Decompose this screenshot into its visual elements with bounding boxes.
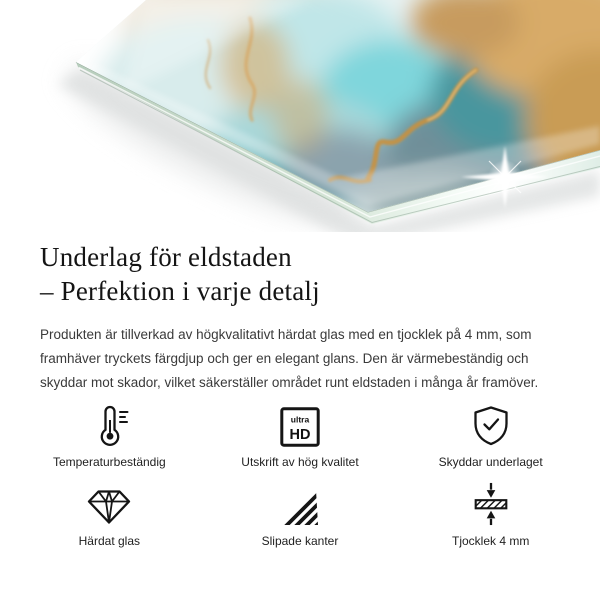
ultra-hd-icon xyxy=(280,403,320,447)
feature-grid xyxy=(0,403,600,549)
feature-print-quality xyxy=(205,403,396,470)
product-description: Produkten är tillverkad av högkvalitativt härdat glas med en tjocklek på 4 mm, som framhäver tryckets färgdjup och ger en elegant glans. Den är värmebeständig och skyddar mot skador, vilket säkerställer området runt eldstaden i många år framöver. xyxy=(40,327,539,390)
thickness-icon xyxy=(471,482,511,526)
svg-text:ultra: ultra xyxy=(290,414,310,425)
feature-label: Slipade kanter xyxy=(261,534,339,548)
feature-thickness xyxy=(395,482,586,549)
feature-tempered-glass xyxy=(14,482,205,549)
product-image xyxy=(0,0,600,232)
feature-temperature-resistant xyxy=(14,403,205,470)
diamond-icon xyxy=(86,482,132,526)
svg-text:HD: HD xyxy=(289,427,311,443)
shield-check-icon xyxy=(471,403,511,447)
feature-protects-floor xyxy=(395,403,586,470)
feature-label: Härdat glas xyxy=(78,534,141,548)
beveled-edges-icon xyxy=(280,482,320,526)
feature-label: Utskrift av hög kvalitet xyxy=(241,455,359,469)
thermometer-icon xyxy=(89,403,129,447)
page-title-line-2: – Perfektion i varje detalj xyxy=(40,276,320,306)
feature-label: Skyddar underlaget xyxy=(438,455,543,469)
feature-polished-edges xyxy=(205,482,396,549)
feature-label: Temperaturbeständig xyxy=(52,455,166,469)
page-title xyxy=(40,240,560,308)
feature-label: Tjocklek 4 mm xyxy=(451,534,530,548)
page-title-line-1: Underlag för eldstaden xyxy=(40,242,292,272)
